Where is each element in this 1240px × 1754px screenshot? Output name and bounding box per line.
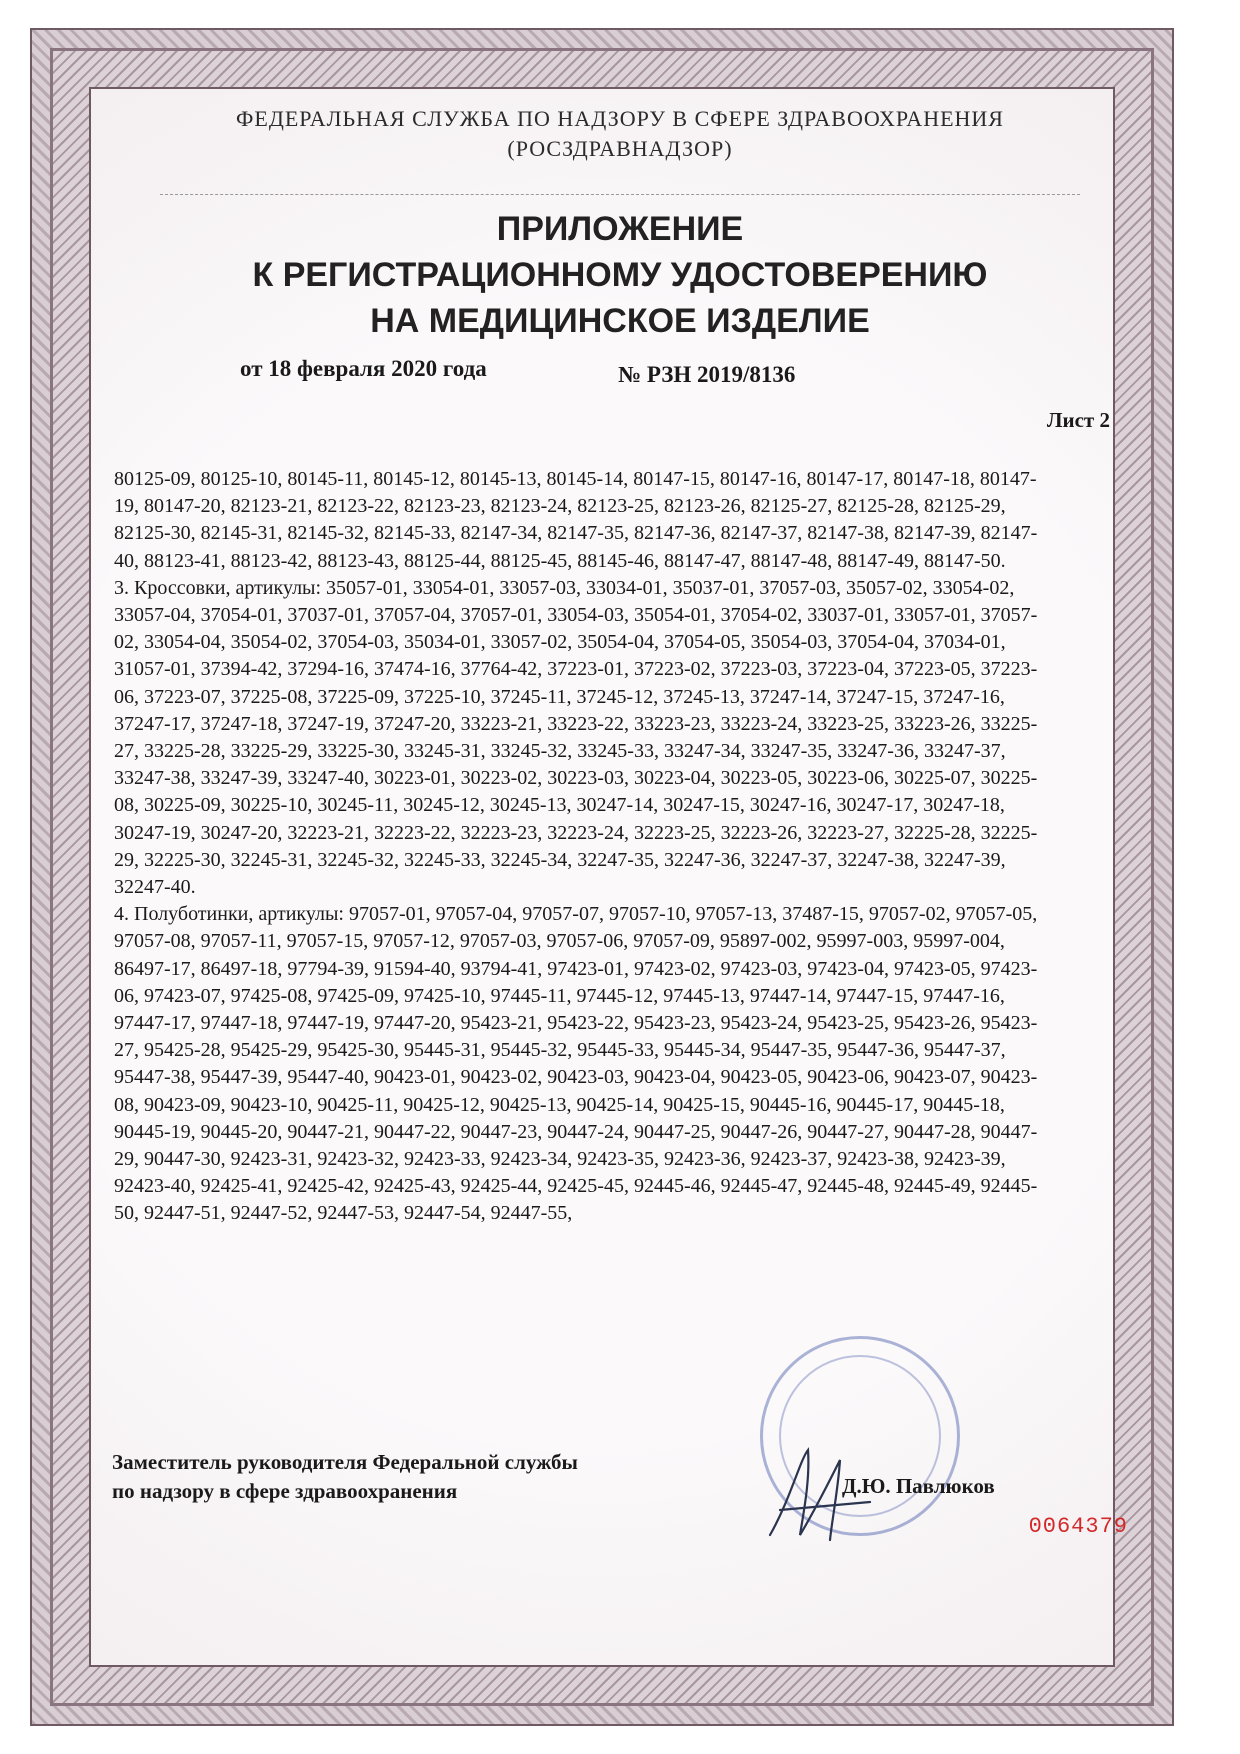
paragraph-continuation: 80125-09, 80125-10, 80145-11, 80145-12, 80145-13, 80145-14, 80147-15, 80147-16, 80147-17, 80147-18, 80147-19, 80147-20, 82123-21, 82123-22, 82123-23, 82123-24, 82123-25, 82123-26, 82125-27, 82125-28, 82125-29, 82125-30, 82145-31, 82145-32, 82145-33, 82147-34, 82147-35, 82147-36, 82147-37, 82147-38, 82147-39, 82147-40, 88123-41, 88123-42, 88123-43, 88125-44, 88125-45, 88145-46, 88147-47, 88147-48, 88147-49, 88147-50. [114,468,1038,572]
paragraph-sneakers: 3. Кроссовки, артикулы: 35057-01, 33054-01, 33057-03, 33034-01, 35037-01, 37057-03, 35057-02, 33054-02, 33057-04, 37054-01, 37037-01, 37057-04, 37057-01, 33054-03, 35054-01, 37054-02, 33037-01, 33057-01, 37057-02, 33054-04, 35054-02, 37054-03, 35034-01, 33057-02, 35054-04, 37054-05, 35054-03, 37054-04, 37034-01, 31057-01, 37394-42, 37294-16, 37474-16, 37764-42, 37223-01, 37223-02, 37223-03, 37223-04, 37223-05, 37223-06, 37223-07, 37225-08, 37225-09, 37225-10, 37245-11, 37245-12, 37245-13, 37247-14, 37247-15, 37247-16, 37247-17, 37247-18, 37247-19, 37247-20, 33223-21, 33223-22, 33223-23, 33223-24, 33223-25, 33223-26, 33225-27, 33225-28, 33225-29, 33225-30, 33245-31, 33245-32, 33245-33, 33247-34, 33247-35, 33247-36, 33247-37, 33247-38, 33247-39, 33247-40, 30223-01, 30223-02, 30223-03, 30223-04, 30223-05, 30223-06, 30225-07, 30225-08, 30225-09, 30225-10, 30245-11, 30245-12, 30245-13, 30247-14, 30247-15, 30247-16, 30247-17, 30247-18, 30247-19, 30247-20, 32223-21, 32223-22, 32223-23, 32223-24, 32223-25, 32223-26, 32223-27, 32225-28, 32225-29, 32225-30, 32245-31, 32245-32, 32245-33, 32245-34, 32247-35, 32247-36, 32247-37, 32247-38, 32247-39, 32247-40. [114,576,1038,899]
sheet-number: Лист 2 [1046,408,1110,432]
title-line-2: К РЕГИСТРАЦИОННОМУ УДОСТОВЕРЕНИЮ [252,256,988,294]
signer-position-line-1: Заместитель руководителя Федеральной службы [112,1450,578,1474]
agency-line-2: (РОСЗДРАВНАДЗОР) [507,136,733,161]
registration-number: № РЗН 2019/8136 [618,362,796,387]
agency-name [0,104,1240,164]
title-line-1: ПРИЛОЖЕНИЕ [496,210,744,248]
issue-date: от 18 февраля 2020 года [240,356,487,381]
paragraph-shoes: 4. Полуботинки, артикулы: 97057-01, 97057-04, 97057-07, 97057-10, 97057-13, 37487-15, 97057-02, 97057-05, 97057-08, 97057-11, 97057-15, 97057-12, 97057-03, 97057-06, 97057-09, 95897-002, 95997-003, 95997-004, 86497-17, 86497-18, 97794-39, 91594-40, 93794-41, 97423-01, 97423-02, 97423-03, 97423-04, 97423-05, 97423-06, 97423-07, 97425-08, 97425-09, 97425-10, 97445-11, 97445-12, 97445-13, 97447-14, 97447-15, 97447-16, 97447-17, 97447-18, 97447-19, 97447-20, 95423-21, 95423-22, 95423-23, 95423-24, 95423-25, 95423-26, 95423-27, 95425-28, 95425-29, 95425-30, 95445-31, 95445-32, 95445-33, 95445-34, 95447-35, 95447-36, 95447-37, 95447-38, 95447-39, 95447-40, 90423-01, 90423-02, 90423-03, 90423-04, 90423-05, 90423-06, 90423-07, 90423-08, 90423-09, 90423-10, 90425-11, 90425-12, 90425-13, 90425-14, 90425-15, 90445-16, 90445-17, 90445-18, 90445-19, 90445-20, 90447-21, 90447-22, 90447-23, 90447-24, 90447-25, 90447-26, 90447-27, 90447-28, 90447-29, 90447-30, 92423-31, 92423-32, 92423-33, 92423-34, 92423-35, 92423-36, 92423-37, 92423-38, 92423-39, 92423-40, 92425-41, 92425-42, 92425-43, 92425-44, 92425-45, 92445-46, 92445-47, 92445-48, 92445-49, 92445-50, 92447-51, 92447-52, 92447-53, 92447-54, 92447-55, [114,903,1038,1225]
signer-position-line-2: по надзору в сфере здравоохранения [112,1479,458,1503]
header-divider [160,194,1080,195]
document-title [0,206,1240,344]
signer-name: Д.Ю. Павлюков [842,1474,995,1498]
title-line-3: НА МЕДИЦИНСКОЕ ИЗДЕЛИЕ [370,302,870,340]
agency-line-1: ФЕДЕРАЛЬНАЯ СЛУЖБА ПО НАДЗОРУ В СФЕРЕ ЗДРАВООХРАНЕНИЯ [236,106,1004,131]
signer-position [112,1448,578,1506]
article-list [114,466,1046,1228]
serial-number: 0064379 [1028,1514,1128,1539]
